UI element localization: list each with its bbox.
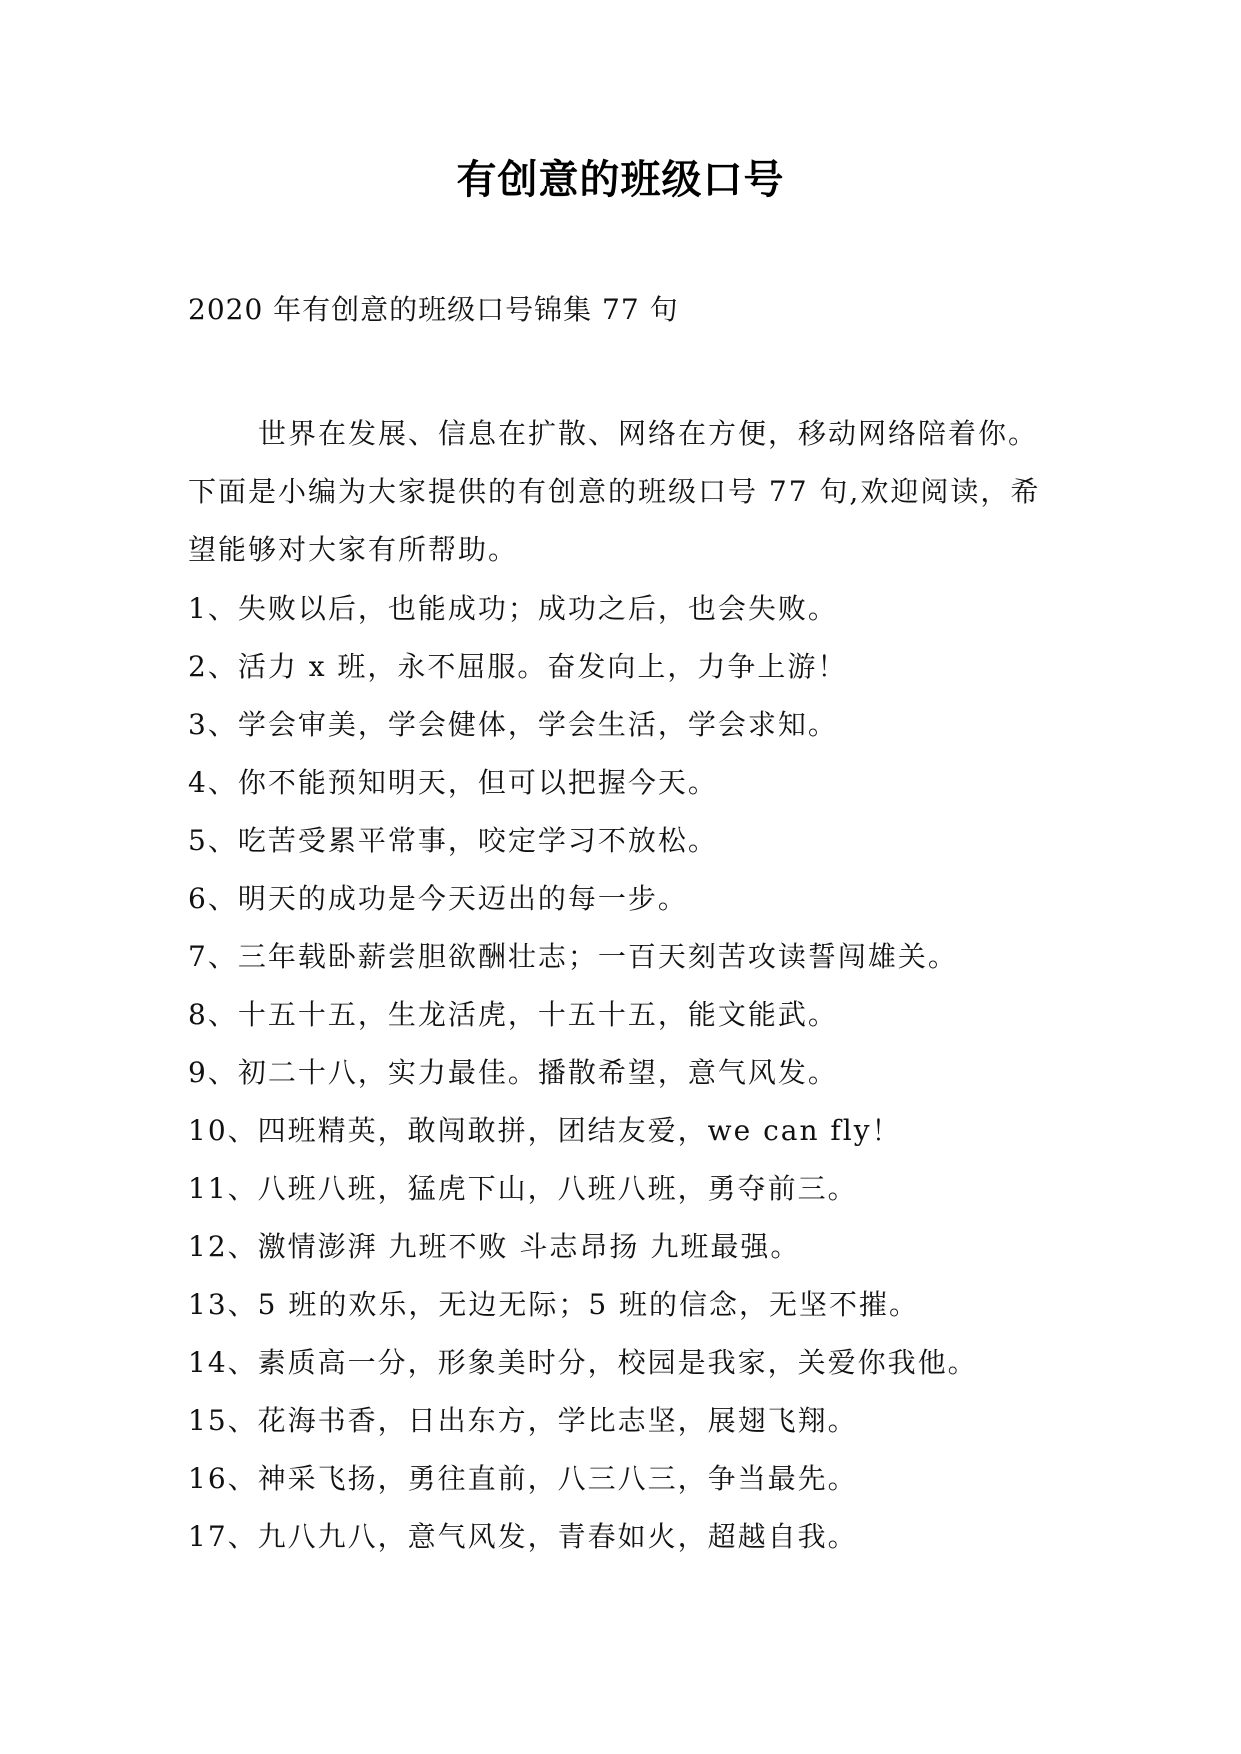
list-item: 13、5 班的欢乐，无边无际；5 班的信念，无坚不摧。 [188, 1288, 920, 1321]
list-item: 14、素质高一分，形象美时分，校园是我家，关爱你我他。 [188, 1346, 978, 1379]
list-item: 6、明天的成功是今天迈出的每一步。 [188, 882, 688, 915]
list-item: 2、活力 x 班，永不屈服。奋发向上，力争上游！ [188, 650, 848, 683]
list-item: 4、你不能预知明天，但可以把握今天。 [188, 766, 718, 799]
list-item: 5、吃苦受累平常事，咬定学习不放松。 [188, 824, 718, 857]
list-item: 7、三年载卧薪尝胆欲酬壮志；一百天刻苦攻读誓闯雄关。 [188, 940, 958, 973]
list-item: 16、神采飞扬，勇往直前，八三八三，争当最先。 [188, 1462, 858, 1495]
list-item: 15、花海书香，日出东方，学比志坚，展翅飞翔。 [188, 1404, 858, 1437]
intro-paragraph: 世界在发展、信息在扩散、网络在方便，移动网络陪着你。下面是小编为大家提供的有创意的班级口号 77 句,欢迎阅读，希望能够对大家有所帮助。 [188, 417, 1041, 566]
list-item: 10、四班精英，敢闯敢拼，团结友爱，we can fly！ [188, 1114, 902, 1147]
list-item: 8、十五十五，生龙活虎，十五十五，能文能武。 [188, 998, 838, 1031]
slogan-list [188, 580, 1088, 1566]
list-item: 9、初二十八，实力最佳。播散希望，意气风发。 [188, 1056, 838, 1089]
list-item: 3、学会审美，学会健体，学会生活，学会求知。 [188, 708, 838, 741]
list-item: 17、九八九八，意气风发，青春如火，超越自我。 [188, 1520, 858, 1553]
document-subtitle: 2020 年有创意的班级口号锦集 77 句 [188, 293, 679, 326]
list-item: 12、激情澎湃 九班不败 斗志昂扬 九班最强。 [188, 1230, 801, 1263]
document-title: 有创意的班级口号 [456, 157, 785, 203]
list-item: 1、失败以后，也能成功；成功之后，也会失败。 [188, 592, 838, 625]
list-item: 11、八班八班，猛虎下山，八班八班，勇夺前三。 [188, 1172, 858, 1205]
